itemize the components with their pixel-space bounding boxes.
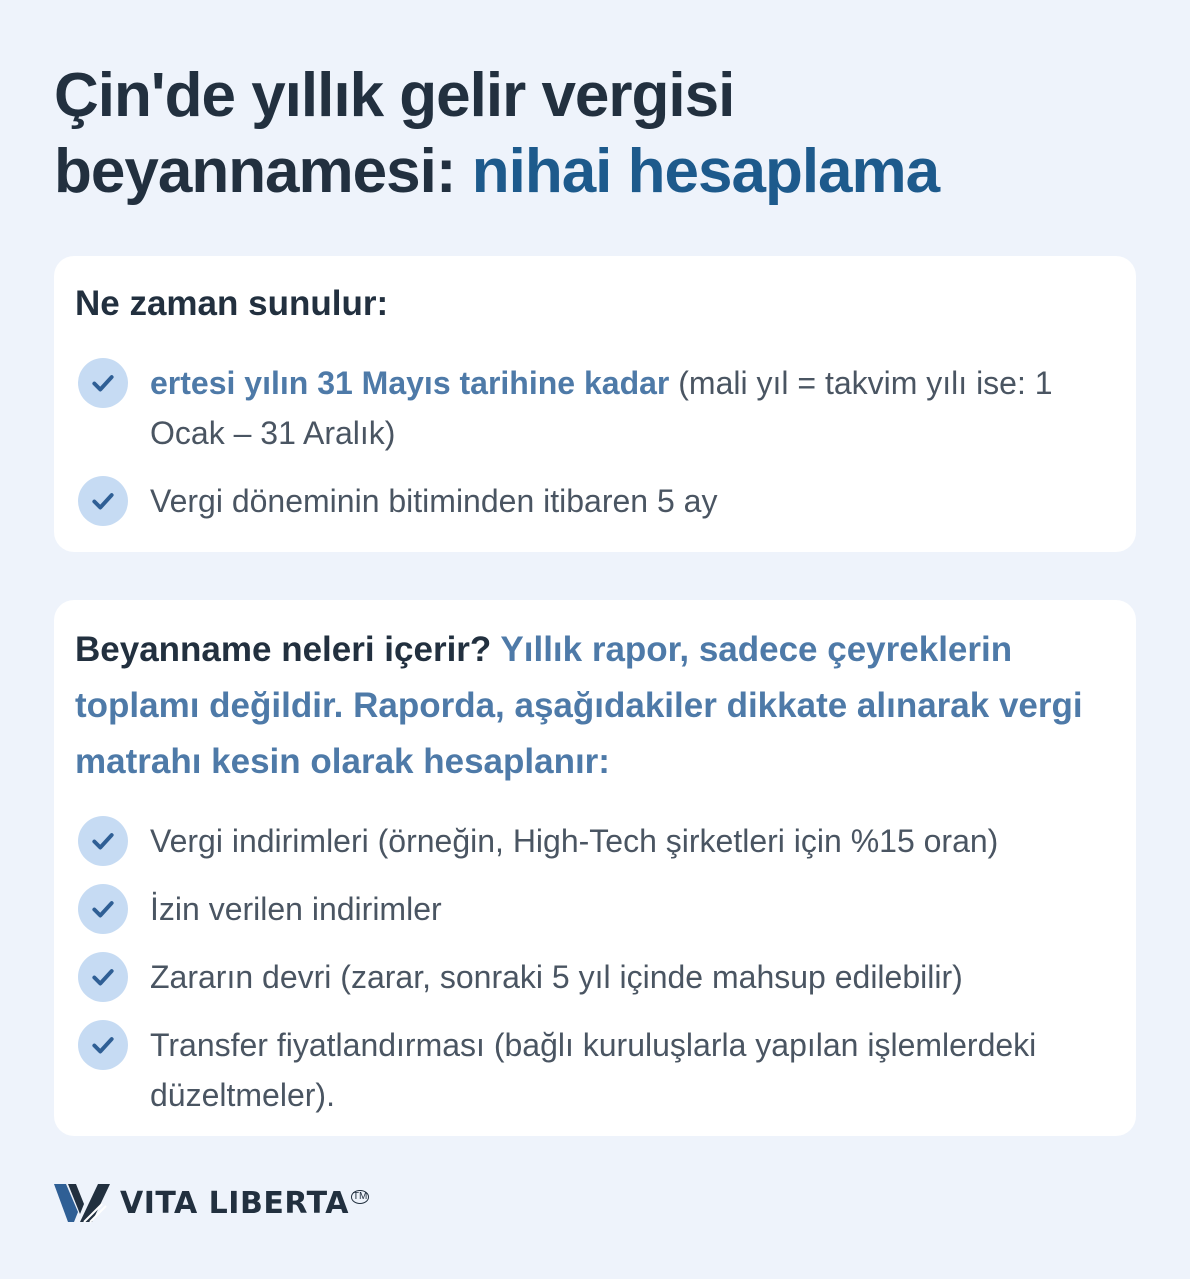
contents-card xyxy=(54,600,1136,1136)
list-item xyxy=(78,884,1090,934)
deadline-detail: (mali yıl = takvim yılı ise: 1 Ocak – 31 Aralık) xyxy=(150,365,1053,451)
title-line1: Çin'de yıllık gelir vergisi xyxy=(54,61,735,130)
check-circle-icon xyxy=(78,952,128,1002)
check-circle-icon xyxy=(78,1020,128,1070)
check-circle-icon xyxy=(78,816,128,866)
list-item xyxy=(78,358,1090,458)
deadline-highlight: ertesi yılın 31 Mayıs tarihine kadar xyxy=(150,365,670,401)
list-item-text xyxy=(150,358,1090,458)
contents-heading-question: Beyanname neleri içerir? xyxy=(75,630,501,669)
check-circle-icon xyxy=(78,884,128,934)
brand-logo xyxy=(54,1182,369,1224)
when-submitted-card xyxy=(54,256,1136,552)
page-title xyxy=(54,58,1134,210)
vita-liberta-logo-icon xyxy=(54,1182,110,1224)
trademark-symbol: TM xyxy=(352,1191,368,1202)
contents-heading xyxy=(75,622,1085,790)
list-item-text: Zararın devri (zarar, sonraki 5 yıl içinde mahsup edilebilir) xyxy=(150,959,963,995)
title-line2-plain: beyannamesi: xyxy=(54,137,472,206)
list-item xyxy=(78,476,1090,526)
list-item xyxy=(78,952,1090,1002)
list-item-text: İzin verilen indirimler xyxy=(150,891,442,927)
list-item-text: Transfer fiyatlandırması (bağlı kuruluşlarla yapılan işlemlerdeki düzeltmeler). xyxy=(150,1027,1037,1113)
list-item-text: Vergi döneminin bitiminden itibaren 5 ay xyxy=(150,483,718,519)
brand-name: VITA LIBERTA xyxy=(120,1185,349,1221)
contents-heading-accent: Yıllık rapor, sadece çeyreklerin toplamı değildir. Raporda, aşağıdakiler dikkate alınarak vergi matrahı kesin olarak hesaplanır: xyxy=(75,630,1083,781)
list-item xyxy=(78,816,1090,866)
check-circle-icon xyxy=(78,358,128,408)
when-submitted-heading: Ne zaman sunulur: xyxy=(75,284,389,323)
check-circle-icon xyxy=(78,476,128,526)
list-item xyxy=(78,1020,1090,1120)
title-line2-accent: nihai hesaplama xyxy=(471,137,940,206)
list-item-text: Vergi indirimleri (örneğin, High-Tech şirketleri için %15 oran) xyxy=(150,823,999,859)
